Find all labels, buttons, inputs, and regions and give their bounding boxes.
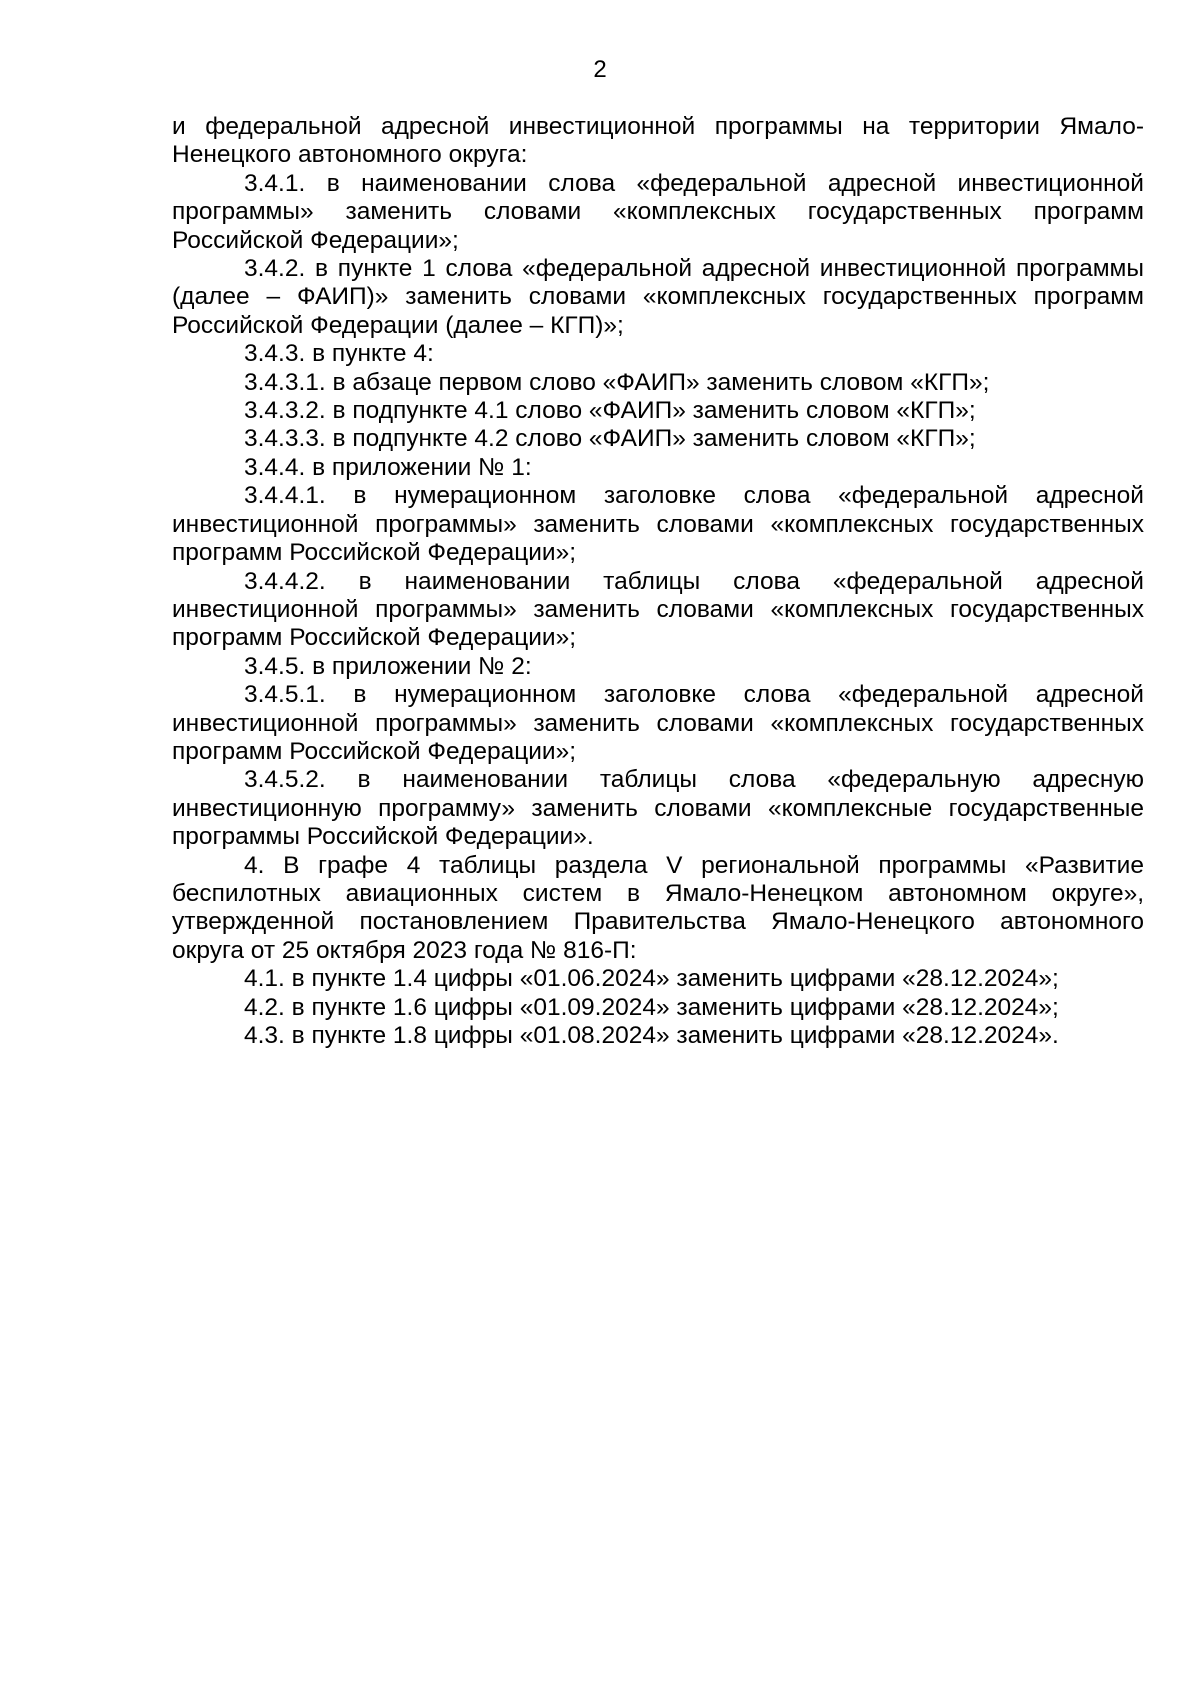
paragraph-3-4-5: 3.4.5. в приложении № 2: — [244, 652, 532, 680]
paragraph-3-4-3-1: 3.4.3.1. в абзаце первом слово «ФАИП» заменить словом «КГП»; — [244, 368, 990, 396]
paragraph-3-4-4-1: 3.4.4.1. в нумерационном заголовке слова «федеральной адресной инвестиционной программы» заменить словами «комплексных государственных программ Российской Федерации»; — [172, 482, 1144, 567]
page-number: 2 — [593, 56, 607, 83]
paragraph-3-4-3: 3.4.3. в пункте 4: — [244, 340, 434, 368]
document-body — [172, 113, 1144, 1050]
paragraph-3-4-2: 3.4.2. в пункте 1 слова «федеральной адресной инвестиционной программы (далее – ФАИП)» заменить словами «комплексных государственных программ Российской Федерации (далее – КГП)»; — [172, 255, 1144, 339]
paragraph-4: 4. В графе 4 таблицы раздела V региональной программы «Развитие беспилотных авиационных систем в Ямало-Ненецком автономном округе», утвержденной постановлением Правительства Ямало-Ненецкого автономного округа от 25 октября 2023 года № 816-П: — [172, 851, 1144, 964]
paragraph-3-4-5-1: 3.4.5.1. в нумерационном заголовке слова «федеральной адресной инвестиционной программы» заменить словами «комплексных государственных программ Российской Федерации»; — [172, 681, 1144, 765]
paragraph-3-4-3-2: 3.4.3.2. в подпункте 4.1 слово «ФАИП» заменить словом «КГП»; — [244, 397, 976, 425]
paragraph-continuation: и федеральной адресной инвестиционной программы на территории Ямало-Ненецкого автономного округа: — [172, 113, 1144, 169]
paragraph-4-3: 4.3. в пункте 1.8 цифры «01.08.2024» заменить цифрами «28.12.2024». — [244, 1022, 1059, 1049]
paragraph-4-1: 4.1. в пункте 1.4 цифры «01.06.2024» заменить цифрами «28.12.2024»; — [244, 965, 1059, 993]
paragraph-3-4-1: 3.4.1. в наименовании слова «федеральной адресной инвестиционной программы» заменить словами «комплексных государственных программ Российской Федерации»; — [172, 169, 1144, 254]
paragraph-3-4-3-3: 3.4.3.3. в подпункте 4.2 слово «ФАИП» заменить словом «КГП»; — [244, 425, 976, 453]
paragraph-4-2: 4.2. в пункте 1.6 цифры «01.09.2024» заменить цифрами «28.12.2024»; — [244, 993, 1059, 1021]
paragraph-3-4-4: 3.4.4. в приложении № 1: — [244, 453, 532, 481]
paragraph-3-4-4-2: 3.4.4.2. в наименовании таблицы слова «федеральной адресной инвестиционной программы» заменить словами «комплексных государственных программ Российской Федерации»; — [172, 567, 1144, 652]
paragraph-3-4-5-2: 3.4.5.2. в наименовании таблицы слова «федеральную адресную инвестиционную программу» заменить словами «комплексные государственные программы Российской Федерации». — [172, 766, 1144, 851]
